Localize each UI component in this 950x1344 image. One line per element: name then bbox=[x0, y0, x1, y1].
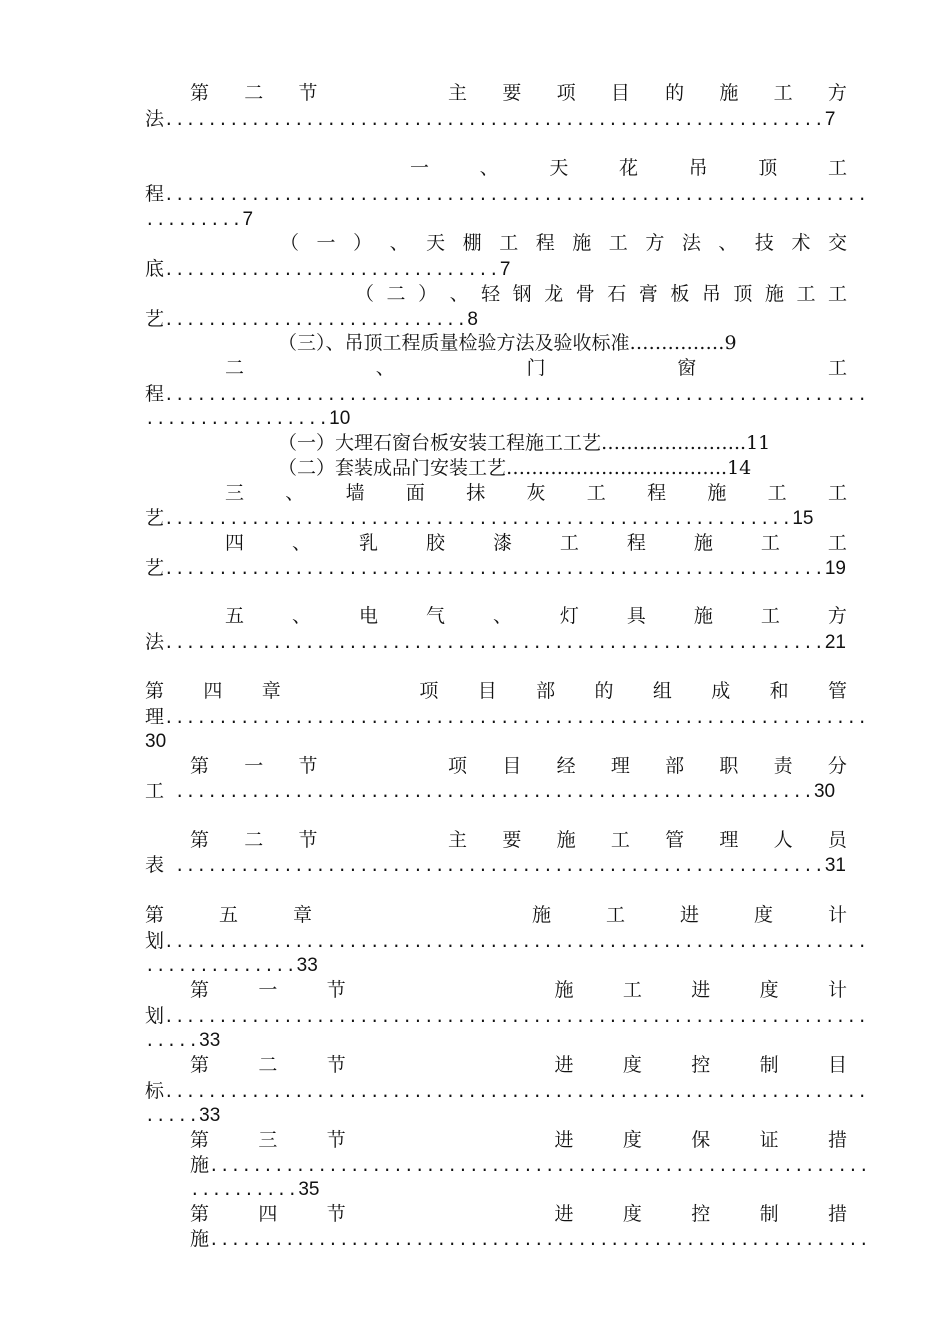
toc-entry-title bbox=[225, 530, 847, 556]
title-end-char: 艺 bbox=[145, 557, 165, 579]
title-char: 、 bbox=[291, 532, 311, 554]
title-char: 板 bbox=[670, 283, 690, 305]
title-char: 门 bbox=[526, 357, 546, 379]
title-char: 度 bbox=[622, 1129, 642, 1151]
title-char: 施 bbox=[693, 605, 713, 627]
title-end-char: 法 bbox=[145, 108, 165, 130]
title-char: 施 bbox=[764, 283, 784, 305]
title-char: 第 bbox=[190, 1054, 210, 1076]
page-number: 33 bbox=[199, 1030, 221, 1051]
title-char: 理 bbox=[719, 829, 739, 851]
dot-leader: ................. bbox=[145, 409, 330, 428]
title-end-char: 划 bbox=[145, 930, 165, 952]
dot-leader: ............................................................. bbox=[209, 1230, 870, 1249]
toc-entry-title bbox=[190, 80, 847, 106]
title-char: 章 bbox=[261, 680, 281, 702]
title-char: 进 bbox=[554, 1203, 574, 1225]
page-number: 7 bbox=[824, 109, 836, 130]
title-char: 气 bbox=[425, 605, 445, 627]
title-char: 交 bbox=[827, 232, 847, 254]
title-end-char: 底 bbox=[145, 258, 165, 280]
toc-entry-leader-line bbox=[145, 928, 869, 954]
title-char: 责 bbox=[773, 755, 793, 777]
title-char: 员 bbox=[827, 829, 847, 851]
toc-entry-title bbox=[355, 281, 847, 307]
toc-entry-leader-cont bbox=[145, 728, 345, 754]
toc-entry-inline: （一）大理石窗台板安装工程施工工艺…………………..11 bbox=[278, 432, 771, 454]
title-char: 工 bbox=[767, 482, 787, 504]
title-char: 、 bbox=[449, 283, 469, 305]
title-char: 第 bbox=[190, 979, 210, 1001]
title-char: 计 bbox=[827, 904, 847, 926]
title-char: 工 bbox=[827, 357, 847, 379]
title-char: 工 bbox=[827, 482, 847, 504]
title-char: 天 bbox=[426, 232, 446, 254]
title-char: 漆 bbox=[492, 532, 512, 554]
title-char: 法 bbox=[681, 232, 701, 254]
toc-entry-leader-line bbox=[145, 852, 845, 878]
toc-entry-title bbox=[225, 480, 847, 506]
title-char: （ bbox=[355, 283, 375, 305]
title-char: 吊 bbox=[688, 157, 708, 179]
toc-entry-leader-cont bbox=[145, 405, 445, 431]
title-char: 术 bbox=[791, 232, 811, 254]
title-char: 节 bbox=[298, 755, 318, 777]
title-char: 节 bbox=[298, 829, 318, 851]
title-char: 顶 bbox=[733, 283, 753, 305]
title-char: 目 bbox=[502, 755, 522, 777]
dot-leader: .......... bbox=[190, 1180, 299, 1199]
title-char: 程 bbox=[647, 482, 667, 504]
title-char: 节 bbox=[326, 1054, 346, 1076]
dot-leader: .......................................................... bbox=[164, 509, 793, 528]
dot-leader: ................................................................. bbox=[164, 708, 869, 727]
title-char: 第 bbox=[190, 755, 210, 777]
title-char: 工 bbox=[760, 532, 780, 554]
title-end-char: 艺 bbox=[145, 308, 165, 330]
title-char: 灯 bbox=[559, 605, 579, 627]
title-end-char: 艺 bbox=[145, 507, 165, 529]
title-char: 证 bbox=[759, 1129, 779, 1151]
toc-entry-title bbox=[225, 603, 847, 629]
title-char: 措 bbox=[827, 1203, 847, 1225]
dot-leader: ................................................................. bbox=[164, 1007, 869, 1026]
title-end-char: 划 bbox=[145, 1005, 165, 1027]
title-char: 组 bbox=[652, 680, 672, 702]
title-char: 棚 bbox=[462, 232, 482, 254]
title-char: 项 bbox=[556, 82, 576, 104]
title-char: 工 bbox=[622, 979, 642, 1001]
title-char: ） bbox=[353, 232, 373, 254]
dot-leader: ............................................................. bbox=[164, 633, 825, 652]
title-char: 乳 bbox=[358, 532, 378, 554]
title-char: 方 bbox=[645, 232, 665, 254]
page-number: 31 bbox=[824, 855, 846, 876]
title-char: 四 bbox=[258, 1203, 278, 1225]
title-char: 分 bbox=[827, 755, 847, 777]
title-char: 施 bbox=[707, 482, 727, 504]
title-char: 窗 bbox=[677, 357, 697, 379]
title-end-char: 表 bbox=[145, 854, 165, 876]
page-number: 7 bbox=[499, 259, 511, 280]
title-char: 五 bbox=[225, 605, 245, 627]
toc-entry-leader-line bbox=[190, 1152, 870, 1178]
title-char: 一 bbox=[258, 979, 278, 1001]
page-number: 15 bbox=[792, 508, 814, 529]
title-char: 工 bbox=[586, 482, 606, 504]
title-char: 度 bbox=[622, 1203, 642, 1225]
title-char: 要 bbox=[502, 829, 522, 851]
toc-entry-title bbox=[410, 155, 847, 181]
title-char: 天 bbox=[549, 157, 569, 179]
title-end-char: 标 bbox=[145, 1080, 165, 1102]
toc-entry-inline: （二）套装成品门安装工艺……………………………..14 bbox=[278, 457, 752, 479]
title-char: 石 bbox=[607, 283, 627, 305]
title-char: 技 bbox=[754, 232, 774, 254]
page-number: 35 bbox=[298, 1179, 320, 1200]
page-number: 7 bbox=[242, 209, 254, 230]
title-char: 花 bbox=[618, 157, 638, 179]
title-char: 工 bbox=[760, 605, 780, 627]
title-char: 施 bbox=[554, 979, 574, 1001]
page-number: 30 bbox=[813, 781, 836, 802]
title-end-char: 法 bbox=[145, 631, 165, 653]
title-char: 二 bbox=[244, 82, 264, 104]
title-char: 成 bbox=[711, 680, 731, 702]
title-char: 主 bbox=[448, 829, 468, 851]
title-char: 、 bbox=[375, 357, 395, 379]
title-char: 目 bbox=[610, 82, 630, 104]
dot-leader: ..... bbox=[145, 1031, 200, 1050]
title-char: 骨 bbox=[575, 283, 595, 305]
toc-entry-title bbox=[225, 355, 847, 381]
title-end-char: 程 bbox=[145, 183, 165, 205]
dot-leader: ................................................................. bbox=[164, 932, 869, 951]
title-char: 制 bbox=[759, 1054, 779, 1076]
dot-leader: ............................................................. bbox=[209, 1156, 870, 1175]
title-char: 程 bbox=[535, 232, 555, 254]
page-number: 8 bbox=[467, 309, 478, 330]
toc-entry-leader-line bbox=[145, 256, 645, 282]
title-char: 龙 bbox=[544, 283, 564, 305]
title-char: 二 bbox=[258, 1054, 278, 1076]
toc-entry-title bbox=[280, 230, 847, 256]
toc-entry-leader-cont bbox=[190, 1176, 490, 1202]
title-char: 进 bbox=[679, 904, 699, 926]
title-end-char: 施 bbox=[190, 1228, 210, 1250]
toc-entry-leader-line bbox=[145, 555, 845, 581]
title-char: 、 bbox=[291, 605, 311, 627]
title-char: 墙 bbox=[345, 482, 365, 504]
title-char: 第 bbox=[190, 829, 210, 851]
title-char: 章 bbox=[293, 904, 313, 926]
title-char: 吊 bbox=[701, 283, 721, 305]
title-char: 灰 bbox=[526, 482, 546, 504]
title-char: 顶 bbox=[758, 157, 778, 179]
title-char: 二 bbox=[386, 283, 406, 305]
dot-leader: ................................................................. bbox=[164, 385, 869, 404]
title-char: 和 bbox=[769, 680, 789, 702]
title-char: 第 bbox=[145, 680, 165, 702]
toc-entry-leader-line bbox=[145, 381, 869, 407]
title-char: 第 bbox=[190, 1203, 210, 1225]
title-char: 施 bbox=[531, 904, 551, 926]
toc-entry-leader-line bbox=[145, 181, 869, 207]
title-char: 进 bbox=[554, 1129, 574, 1151]
page-number: 21 bbox=[824, 632, 846, 653]
title-char: 膏 bbox=[638, 283, 658, 305]
title-char: 项 bbox=[419, 680, 439, 702]
dot-leader: ..... bbox=[145, 1106, 200, 1125]
toc-entry-inline: （三）、吊顶工程质量检验方法及验收标准……………9 bbox=[278, 332, 737, 354]
title-char: 进 bbox=[691, 979, 711, 1001]
title-char: 管 bbox=[665, 829, 685, 851]
title-char: 五 bbox=[219, 904, 239, 926]
title-char: 一 bbox=[316, 232, 336, 254]
toc-entry-title bbox=[190, 977, 847, 1003]
title-char: 控 bbox=[691, 1203, 711, 1225]
title-char: 主 bbox=[448, 82, 468, 104]
title-char: 二 bbox=[225, 357, 245, 379]
dot-leader: ................................................................. bbox=[164, 1082, 869, 1101]
title-char: 轻 bbox=[481, 283, 501, 305]
title-char: 方 bbox=[827, 82, 847, 104]
title-char: 程 bbox=[626, 532, 646, 554]
toc-entry-leader-line bbox=[190, 1226, 870, 1252]
toc-entry-leader-line bbox=[145, 505, 845, 531]
toc-entry-leader-line bbox=[145, 1003, 869, 1029]
title-char: 施 bbox=[693, 532, 713, 554]
title-char: 具 bbox=[626, 605, 646, 627]
title-char: 方 bbox=[827, 605, 847, 627]
page-number: 30 bbox=[145, 731, 167, 752]
title-char: 、 bbox=[492, 605, 512, 627]
title-char: 保 bbox=[691, 1129, 711, 1151]
title-char: 工 bbox=[608, 232, 628, 254]
dot-leader: .............. bbox=[145, 956, 297, 975]
title-char: 第 bbox=[145, 904, 165, 926]
title-char: 度 bbox=[622, 1054, 642, 1076]
title-char: 节 bbox=[326, 1203, 346, 1225]
title-end-char: 工 bbox=[145, 780, 165, 802]
title-char: 第 bbox=[190, 82, 210, 104]
title-char: 钢 bbox=[512, 283, 532, 305]
toc-entry-leader-cont bbox=[145, 206, 445, 232]
toc-entry-leader-line bbox=[145, 629, 845, 655]
title-end-char: 施 bbox=[190, 1154, 210, 1176]
title-char: ） bbox=[418, 283, 438, 305]
toc-entry-leader-line bbox=[145, 306, 645, 332]
title-char: 工 bbox=[827, 283, 847, 305]
title-char: 一 bbox=[410, 157, 430, 179]
title-char: 三 bbox=[258, 1129, 278, 1151]
title-char: 三 bbox=[225, 482, 245, 504]
title-char: 节 bbox=[298, 82, 318, 104]
title-char: 人 bbox=[773, 829, 793, 851]
dot-leader: ............................... bbox=[164, 260, 500, 279]
toc-entry-title bbox=[145, 902, 847, 928]
title-char: 二 bbox=[244, 829, 264, 851]
title-char: 工 bbox=[773, 82, 793, 104]
title-char: 部 bbox=[536, 680, 556, 702]
dot-leader: ............................ bbox=[164, 310, 468, 329]
toc-entry-title bbox=[190, 1052, 847, 1078]
toc-entry-leader-cont bbox=[145, 1027, 445, 1053]
title-char: 、 bbox=[285, 482, 305, 504]
title-char: 度 bbox=[759, 979, 779, 1001]
title-char: 工 bbox=[499, 232, 519, 254]
toc-entry-leader-line bbox=[145, 704, 869, 730]
dot-leader: ............................................................. bbox=[164, 110, 825, 129]
title-char: 职 bbox=[719, 755, 739, 777]
title-char: 理 bbox=[610, 755, 630, 777]
title-char: 管 bbox=[827, 680, 847, 702]
toc-entry-leader-cont bbox=[145, 1102, 445, 1128]
title-char: 、 bbox=[479, 157, 499, 179]
title-char: 工 bbox=[610, 829, 630, 851]
title-char: 要 bbox=[502, 82, 522, 104]
title-char: 施 bbox=[556, 829, 576, 851]
title-char: 工 bbox=[827, 157, 847, 179]
title-char: 电 bbox=[358, 605, 378, 627]
page-number: 33 bbox=[296, 955, 318, 976]
page-number: 33 bbox=[199, 1105, 221, 1126]
title-char: 度 bbox=[753, 904, 773, 926]
toc-entry-title bbox=[190, 827, 847, 853]
title-char: 工 bbox=[827, 532, 847, 554]
title-char: 节 bbox=[326, 979, 346, 1001]
title-char: 措 bbox=[827, 1129, 847, 1151]
toc-entry-leader-cont bbox=[145, 952, 445, 978]
title-char: 四 bbox=[203, 680, 223, 702]
title-char: 胶 bbox=[425, 532, 445, 554]
title-end-char: 理 bbox=[145, 706, 165, 728]
title-char: 项 bbox=[448, 755, 468, 777]
dot-leader: ............................................................. bbox=[164, 559, 825, 578]
title-char: 控 bbox=[691, 1054, 711, 1076]
dot-leader: ............................................................ bbox=[164, 856, 825, 875]
dot-leader: ........................................................... bbox=[164, 782, 814, 801]
title-char: 施 bbox=[719, 82, 739, 104]
title-char: 制 bbox=[759, 1203, 779, 1225]
dot-leader: ................................................................. bbox=[164, 185, 869, 204]
dot-leader: ......... bbox=[145, 210, 243, 229]
title-char: 节 bbox=[326, 1129, 346, 1151]
toc-entry-leader-line bbox=[145, 1078, 869, 1104]
title-char: 进 bbox=[554, 1054, 574, 1076]
title-char: 工 bbox=[559, 532, 579, 554]
title-char: 面 bbox=[405, 482, 425, 504]
title-char: 一 bbox=[244, 755, 264, 777]
title-char: 施 bbox=[572, 232, 592, 254]
toc-entry-title bbox=[145, 678, 847, 704]
title-char: 四 bbox=[225, 532, 245, 554]
page-number: 10 bbox=[329, 408, 351, 429]
title-char: （ bbox=[280, 232, 300, 254]
toc-entry-leader-line bbox=[145, 778, 845, 804]
title-char: 工 bbox=[605, 904, 625, 926]
title-char: 、 bbox=[389, 232, 409, 254]
title-char: 部 bbox=[665, 755, 685, 777]
toc-entry-leader-line bbox=[145, 106, 845, 132]
title-char: 第 bbox=[190, 1129, 210, 1151]
title-char: 抹 bbox=[466, 482, 486, 504]
title-char: 的 bbox=[665, 82, 685, 104]
title-char: 目 bbox=[477, 680, 497, 702]
title-char: 目 bbox=[827, 1054, 847, 1076]
title-end-char: 程 bbox=[145, 383, 165, 405]
title-char: 的 bbox=[594, 680, 614, 702]
toc-entry-title bbox=[190, 753, 847, 779]
title-char: 工 bbox=[796, 283, 816, 305]
toc-entry-title bbox=[190, 1201, 847, 1227]
toc-entry-title bbox=[190, 1127, 847, 1153]
title-char: 计 bbox=[827, 979, 847, 1001]
title-char: 、 bbox=[718, 232, 738, 254]
title-char: 经 bbox=[556, 755, 576, 777]
page-number: 19 bbox=[824, 558, 846, 579]
